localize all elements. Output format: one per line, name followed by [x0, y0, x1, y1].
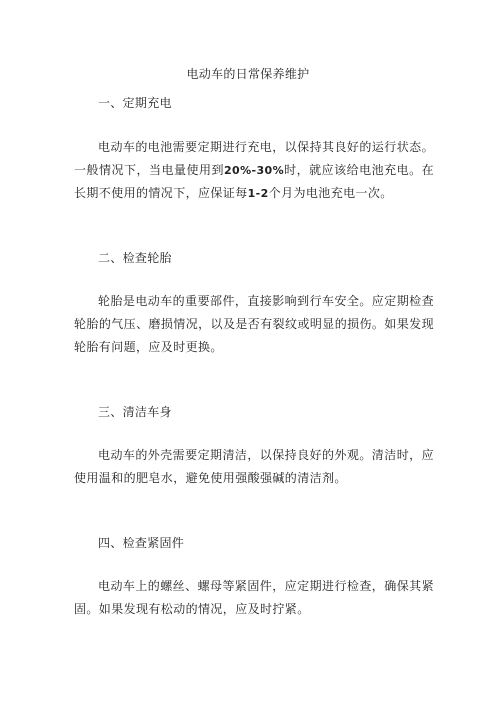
section-heading-charging: 一、定期充电 [98, 96, 172, 110]
section-heading-fasteners: 四、检查紧固件 [98, 536, 185, 550]
section-heading-tires: 二、检查轮胎 [98, 251, 172, 265]
battery-range-value: 20%-30% [223, 164, 285, 177]
body-text: 电动车的电池需要定期进行充电，以保持其良好的运行状态。一般情况下，当电量使用到 [74, 140, 434, 177]
section-body-tires: 轮胎是电动车的重要部件，直接影响到行车安全。应定期检查轮胎的气压、磨损情况，以及是否有裂纹或明显的损伤。如果发现轮胎有问题，应及时更换。 [74, 294, 434, 354]
body-text: 时，就应该给电池充电。在长期不使用的情况下，应保证每 [74, 163, 434, 200]
month-range-value: 1-2 [247, 187, 269, 200]
section-heading-cleaning: 三、清洁车身 [98, 405, 172, 419]
body-text: 个月为电池充电一次。 [268, 186, 393, 200]
section-body-cleaning: 电动车的外壳需要定期清洁，以保持良好的外观。清洁时，应使用温和的肥皂水，避免使用强酸强碱的清洁剂。 [74, 448, 434, 485]
document-title: 电动车的日常保养维护 [186, 67, 310, 81]
section-body-charging [74, 136, 434, 205]
section-body-fasteners: 电动车上的螺丝、螺母等紧固件，应定期进行检查，确保其紧固。如果发现有松动的情况，应及时拧紧。 [74, 579, 434, 616]
